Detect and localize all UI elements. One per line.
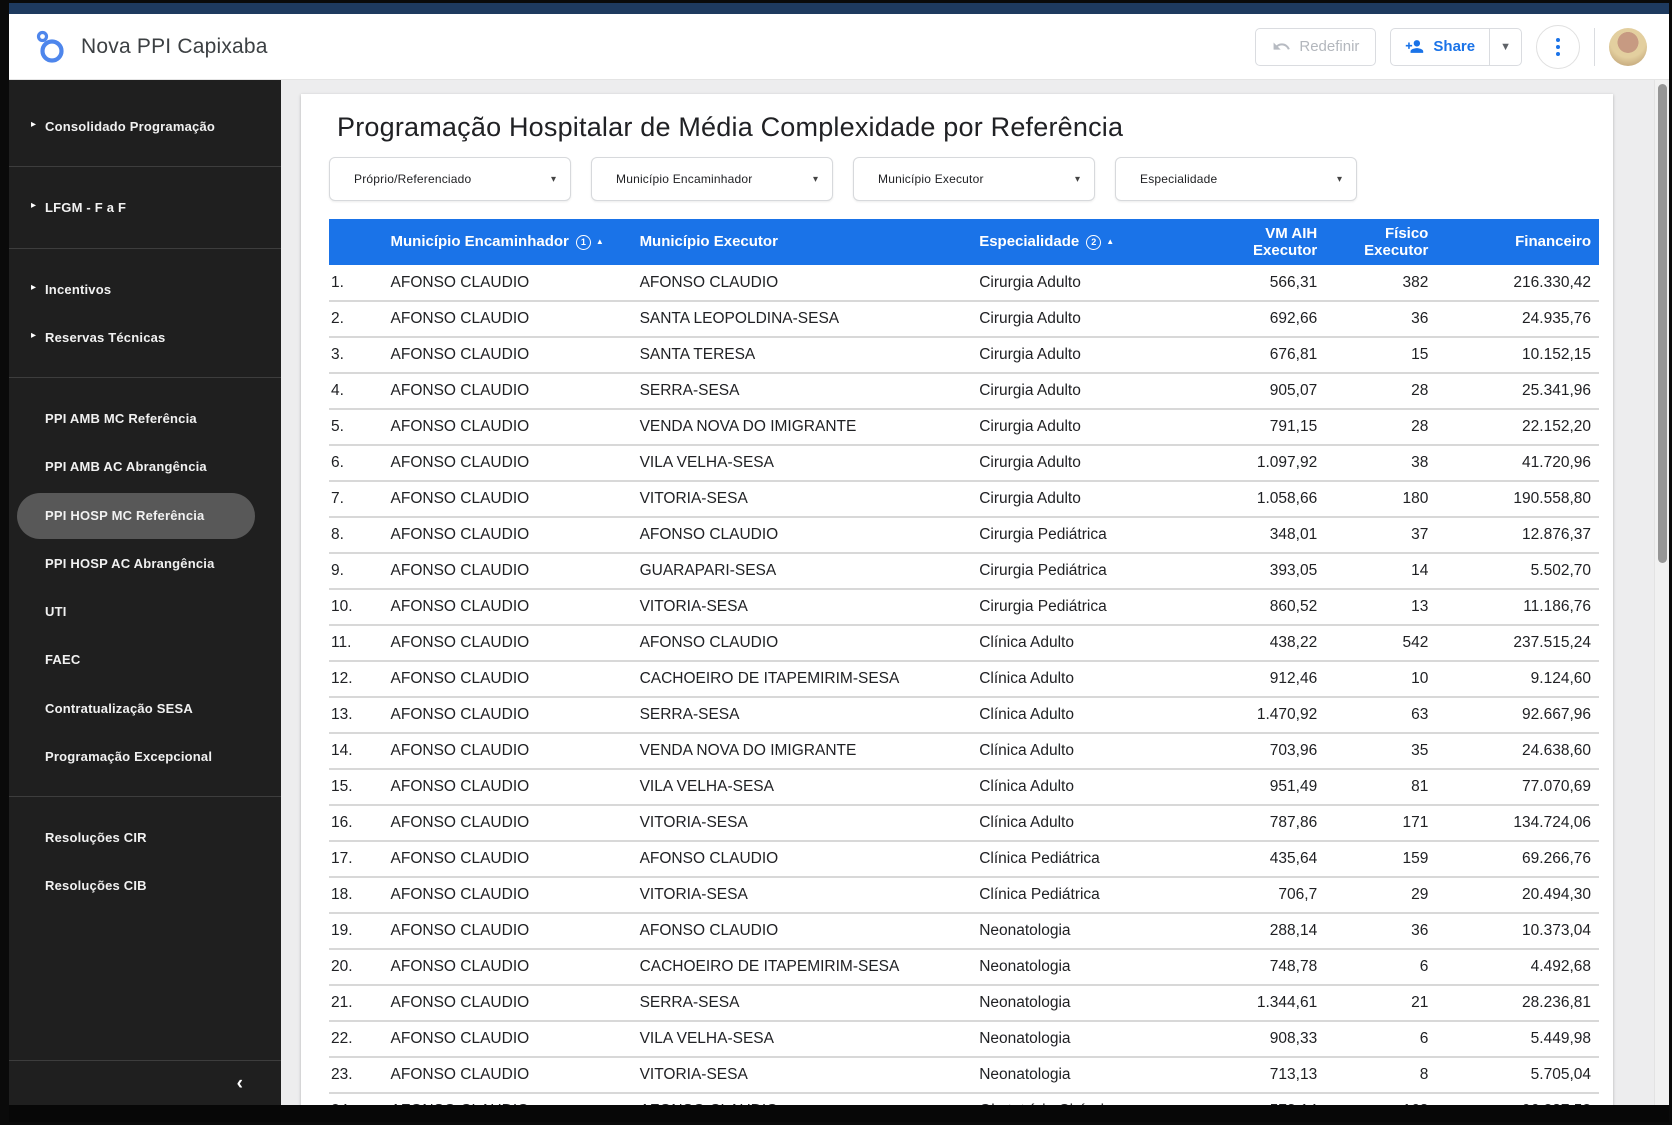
table-cell: Clínica Adulto bbox=[971, 661, 1199, 697]
column-header[interactable] bbox=[329, 219, 383, 265]
table-cell: 9. bbox=[329, 553, 383, 589]
table-cell: AFONSO CLAUDIO bbox=[383, 913, 632, 949]
table-row bbox=[329, 877, 1599, 913]
table-row bbox=[329, 517, 1599, 553]
sidebar-item[interactable] bbox=[17, 734, 255, 780]
sidebar-group bbox=[9, 100, 281, 167]
table-cell: 14 bbox=[1325, 553, 1436, 589]
table-cell: 542 bbox=[1325, 625, 1436, 661]
table-cell: AFONSO CLAUDIO bbox=[383, 409, 632, 445]
table-cell: 69.266,76 bbox=[1436, 841, 1599, 877]
redefinir-button[interactable] bbox=[1255, 28, 1376, 66]
table-row bbox=[329, 949, 1599, 985]
column-header-label: Município Executor bbox=[639, 233, 778, 251]
table-cell: 7. bbox=[329, 481, 383, 517]
table-row bbox=[329, 481, 1599, 517]
column-header-label: Especialidade bbox=[979, 233, 1080, 251]
sidebar-collapse-icon[interactable]: ‹ bbox=[236, 1072, 243, 1094]
table-cell: Cirurgia Pediátrica bbox=[971, 517, 1199, 553]
vertical-scrollbar[interactable] bbox=[1654, 80, 1669, 1122]
filter-label: Município Executor bbox=[878, 172, 984, 186]
table-cell: 92.667,96 bbox=[1436, 697, 1599, 733]
table-cell: 4. bbox=[329, 373, 383, 409]
table-cell: 20. bbox=[329, 949, 383, 985]
looker-studio-logo-icon bbox=[35, 29, 65, 65]
table-cell: AFONSO CLAUDIO bbox=[632, 625, 972, 661]
table-row bbox=[329, 661, 1599, 697]
table-cell: GUARAPARI-SESA bbox=[632, 553, 972, 589]
table-cell: 19. bbox=[329, 913, 383, 949]
share-label: Share bbox=[1433, 38, 1476, 55]
table-cell: 10 bbox=[1325, 661, 1436, 697]
table-cell: Cirurgia Pediátrica bbox=[971, 553, 1199, 589]
sidebar-item[interactable] bbox=[17, 493, 255, 539]
sidebar-item-label: Contratualização SESA bbox=[45, 700, 193, 716]
table-cell: 37 bbox=[1325, 517, 1436, 553]
top-navy-bar bbox=[9, 3, 1669, 14]
table-cell: VITORIA-SESA bbox=[632, 589, 972, 625]
sidebar-item[interactable] bbox=[17, 185, 255, 231]
table-cell: 14. bbox=[329, 733, 383, 769]
table-cell: 180 bbox=[1325, 481, 1436, 517]
table-cell: AFONSO CLAUDIO bbox=[383, 337, 632, 373]
table-row bbox=[329, 445, 1599, 481]
sort-asc-icon: ▲ bbox=[1106, 237, 1115, 247]
table-cell: 5.502,70 bbox=[1436, 553, 1599, 589]
table-cell: 159 bbox=[1325, 841, 1436, 877]
table-cell: 41.720,96 bbox=[1436, 445, 1599, 481]
table-cell: 25.341,96 bbox=[1436, 373, 1599, 409]
sidebar-item-label: PPI HOSP AC Abrangência bbox=[45, 555, 215, 571]
table-cell: AFONSO CLAUDIO bbox=[383, 1057, 632, 1093]
expand-caret-icon: ▸ bbox=[31, 329, 37, 341]
table-cell: Clínica Adulto bbox=[971, 805, 1199, 841]
table-cell: AFONSO CLAUDIO bbox=[383, 841, 632, 877]
table-cell: 29 bbox=[1325, 877, 1436, 913]
table-cell: 912,46 bbox=[1200, 661, 1326, 697]
redefinir-label: Redefinir bbox=[1299, 38, 1360, 55]
table-cell: 20.494,30 bbox=[1436, 877, 1599, 913]
table-cell: 81 bbox=[1325, 769, 1436, 805]
table-cell: 908,33 bbox=[1200, 1021, 1326, 1057]
table-cell: AFONSO CLAUDIO bbox=[383, 517, 632, 553]
table-cell: AFONSO CLAUDIO bbox=[632, 841, 972, 877]
table-cell: 438,22 bbox=[1200, 625, 1326, 661]
table-cell: Clínica Pediátrica bbox=[971, 877, 1199, 913]
table-cell: SANTA TERESA bbox=[632, 337, 972, 373]
table-row bbox=[329, 589, 1599, 625]
sort-asc-icon: ▲ bbox=[595, 237, 604, 247]
main-area bbox=[281, 80, 1669, 1122]
table-cell: 703,96 bbox=[1200, 733, 1326, 769]
table-cell: 713,13 bbox=[1200, 1057, 1326, 1093]
table-cell: 8 bbox=[1325, 1057, 1436, 1093]
table-cell: SANTA LEOPOLDINA-SESA bbox=[632, 301, 972, 337]
table-cell: 24.638,60 bbox=[1436, 733, 1599, 769]
table-cell: 16. bbox=[329, 805, 383, 841]
table-cell: Neonatologia bbox=[971, 985, 1199, 1021]
table-cell: 63 bbox=[1325, 697, 1436, 733]
table-row bbox=[329, 697, 1599, 733]
table-cell: 6 bbox=[1325, 1021, 1436, 1057]
header-divider bbox=[1594, 28, 1595, 66]
table-cell: 216.330,42 bbox=[1436, 265, 1599, 301]
table-cell: VITORIA-SESA bbox=[632, 877, 972, 913]
table-cell: 1.470,92 bbox=[1200, 697, 1326, 733]
sort-order-badge: 1 bbox=[576, 235, 591, 250]
table-cell: 18. bbox=[329, 877, 383, 913]
table-cell: 6. bbox=[329, 445, 383, 481]
table-cell: AFONSO CLAUDIO bbox=[383, 445, 632, 481]
sidebar-group bbox=[9, 811, 281, 926]
table-cell: 17. bbox=[329, 841, 383, 877]
table-cell: 676,81 bbox=[1200, 337, 1326, 373]
table-cell: 435,64 bbox=[1200, 841, 1326, 877]
table-cell: AFONSO CLAUDIO bbox=[383, 877, 632, 913]
table-cell: 134.724,06 bbox=[1436, 805, 1599, 841]
sidebar-item-label: PPI HOSP MC Referência bbox=[45, 507, 205, 523]
sidebar-item[interactable] bbox=[17, 589, 255, 635]
sidebar-item-label: LFGM - F a F bbox=[45, 200, 127, 216]
table-cell: 1.344,61 bbox=[1200, 985, 1326, 1021]
header-actions bbox=[1255, 25, 1647, 69]
filter-label: Município Encaminhador bbox=[616, 172, 753, 186]
table-cell: 951,49 bbox=[1200, 769, 1326, 805]
filter-bar bbox=[329, 157, 1599, 201]
table-cell: 13 bbox=[1325, 589, 1436, 625]
table-cell: Neonatologia bbox=[971, 913, 1199, 949]
sidebar-item[interactable] bbox=[17, 637, 255, 683]
table-cell: Cirurgia Adulto bbox=[971, 445, 1199, 481]
data-table bbox=[329, 219, 1599, 1122]
table-cell: 36 bbox=[1325, 913, 1436, 949]
table-cell: Cirurgia Adulto bbox=[971, 373, 1199, 409]
table-cell: AFONSO CLAUDIO bbox=[632, 913, 972, 949]
table-cell: CACHOEIRO DE ITAPEMIRIM-SESA bbox=[632, 661, 972, 697]
table-row bbox=[329, 913, 1599, 949]
table-cell: VILA VELHA-SESA bbox=[632, 445, 972, 481]
filter-dropdown[interactable] bbox=[591, 157, 833, 201]
sidebar-item[interactable] bbox=[17, 396, 255, 442]
share-button[interactable] bbox=[1391, 29, 1489, 65]
sidebar-item[interactable] bbox=[17, 315, 255, 361]
column-header[interactable] bbox=[971, 219, 1199, 265]
table-cell: 787,86 bbox=[1200, 805, 1326, 841]
sidebar-footer bbox=[9, 1060, 281, 1106]
table-cell: Clínica Adulto bbox=[971, 769, 1199, 805]
column-header-label: VM AIH Executor bbox=[1253, 224, 1318, 259]
table-cell: 11. bbox=[329, 625, 383, 661]
filter-dropdown[interactable] bbox=[1115, 157, 1357, 201]
column-header-label: Físico Executor bbox=[1364, 224, 1429, 259]
table-cell: 28 bbox=[1325, 373, 1436, 409]
table-cell: 348,01 bbox=[1200, 517, 1326, 553]
table-cell: 24.935,76 bbox=[1436, 301, 1599, 337]
table-cell: Cirurgia Adulto bbox=[971, 301, 1199, 337]
table-cell: 22. bbox=[329, 1021, 383, 1057]
sidebar-group bbox=[9, 263, 281, 379]
table-cell: Clínica Adulto bbox=[971, 733, 1199, 769]
person-add-icon bbox=[1405, 37, 1424, 56]
expand-caret-icon: ▸ bbox=[31, 281, 37, 293]
expand-caret-icon: ▸ bbox=[31, 119, 37, 130]
table-cell: AFONSO CLAUDIO bbox=[383, 1021, 632, 1057]
share-dropdown-caret[interactable]: ▼ bbox=[1489, 29, 1521, 65]
table-cell: Cirurgia Adulto bbox=[971, 481, 1199, 517]
table-cell: 28.236,81 bbox=[1436, 985, 1599, 1021]
sidebar-item[interactable] bbox=[17, 863, 255, 909]
table-cell: AFONSO CLAUDIO bbox=[383, 661, 632, 697]
table-cell: VILA VELHA-SESA bbox=[632, 769, 972, 805]
table-cell: VITORIA-SESA bbox=[632, 805, 972, 841]
table-row bbox=[329, 1057, 1599, 1093]
sidebar-item-label: Resoluções CIR bbox=[45, 830, 147, 845]
table-cell: AFONSO CLAUDIO bbox=[383, 805, 632, 841]
table-cell: 10. bbox=[329, 589, 383, 625]
table-cell: 748,78 bbox=[1200, 949, 1326, 985]
table-cell: AFONSO CLAUDIO bbox=[383, 301, 632, 337]
sidebar-item[interactable] bbox=[17, 267, 255, 313]
table-cell: 15 bbox=[1325, 337, 1436, 373]
table-cell: Neonatologia bbox=[971, 1057, 1199, 1093]
table-cell: 1.058,66 bbox=[1200, 481, 1326, 517]
table-cell: AFONSO CLAUDIO bbox=[383, 769, 632, 805]
filter-label: Especialidade bbox=[1140, 172, 1218, 186]
column-header[interactable] bbox=[1325, 219, 1436, 265]
scrollbar-thumb[interactable] bbox=[1658, 84, 1667, 563]
app-body bbox=[9, 80, 1669, 1122]
column-header-label: Município Encaminhador bbox=[390, 233, 569, 251]
table-cell: Neonatologia bbox=[971, 1021, 1199, 1057]
sidebar-item[interactable] bbox=[17, 444, 255, 490]
table-cell: 12. bbox=[329, 661, 383, 697]
table-cell: Cirurgia Adulto bbox=[971, 409, 1199, 445]
table-cell: 3. bbox=[329, 337, 383, 373]
table-cell: AFONSO CLAUDIO bbox=[383, 265, 632, 301]
table-cell: 382 bbox=[1325, 265, 1436, 301]
sidebar-item-label: UTI bbox=[45, 604, 67, 619]
table-cell: 1. bbox=[329, 265, 383, 301]
table-cell: 8. bbox=[329, 517, 383, 553]
table-cell: 791,15 bbox=[1200, 409, 1326, 445]
table-cell: AFONSO CLAUDIO bbox=[383, 625, 632, 661]
bottom-black-bar bbox=[9, 1105, 1669, 1122]
chevron-down-icon: ▾ bbox=[550, 173, 556, 185]
table-cell: AFONSO CLAUDIO bbox=[632, 265, 972, 301]
filter-dropdown[interactable] bbox=[853, 157, 1095, 201]
table-header-row bbox=[329, 219, 1599, 265]
table-row bbox=[329, 841, 1599, 877]
table-cell: 5.449,98 bbox=[1436, 1021, 1599, 1057]
table-cell: 13. bbox=[329, 697, 383, 733]
table-cell: AFONSO CLAUDIO bbox=[383, 589, 632, 625]
sort-order-badge: 2 bbox=[1086, 235, 1101, 250]
table-cell: 10.152,15 bbox=[1436, 337, 1599, 373]
table-cell: 860,52 bbox=[1200, 589, 1326, 625]
table-cell: SERRA-SESA bbox=[632, 985, 972, 1021]
table-cell: 1.097,92 bbox=[1200, 445, 1326, 481]
table-cell: 566,31 bbox=[1200, 265, 1326, 301]
table-cell: 171 bbox=[1325, 805, 1436, 841]
table-cell: 11.186,76 bbox=[1436, 589, 1599, 625]
sidebar-item-label: PPI AMB AC Abrangência bbox=[45, 459, 207, 475]
expand-caret-icon: ▸ bbox=[31, 200, 37, 212]
table-cell: 706,7 bbox=[1200, 877, 1326, 913]
table-cell: 38 bbox=[1325, 445, 1436, 481]
sidebar-item-label: Resoluções CIB bbox=[45, 878, 147, 894]
report-card bbox=[301, 94, 1613, 1122]
table-cell: 15. bbox=[329, 769, 383, 805]
table-cell: 22.152,20 bbox=[1436, 409, 1599, 445]
chevron-down-icon: ▾ bbox=[812, 173, 818, 185]
table-row bbox=[329, 733, 1599, 769]
table-row bbox=[329, 337, 1599, 373]
table-cell: 6 bbox=[1325, 949, 1436, 985]
table-cell: 4.492,68 bbox=[1436, 949, 1599, 985]
table-cell: AFONSO CLAUDIO bbox=[383, 481, 632, 517]
table-cell: 905,07 bbox=[1200, 373, 1326, 409]
sidebar-group bbox=[9, 181, 281, 248]
table-row bbox=[329, 625, 1599, 661]
table-cell: VENDA NOVA DO IMIGRANTE bbox=[632, 733, 972, 769]
table-cell: Cirurgia Pediátrica bbox=[971, 589, 1199, 625]
sidebar-item-label: Consolidado Programação bbox=[45, 119, 216, 134]
page-title: Programação Hospitalar de Média Complexidade por Referência bbox=[337, 112, 1124, 142]
app-title: Nova PPI Capixaba bbox=[81, 34, 268, 58]
table-cell: 393,05 bbox=[1200, 553, 1326, 589]
table-cell: 288,14 bbox=[1200, 913, 1326, 949]
table-cell: SERRA-SESA bbox=[632, 373, 972, 409]
column-header[interactable] bbox=[632, 219, 972, 265]
table-cell: 9.124,60 bbox=[1436, 661, 1599, 697]
sidebar-item-label: PPI AMB MC Referência bbox=[45, 411, 197, 426]
chevron-down-icon: ▾ bbox=[1074, 173, 1080, 185]
table-cell: Cirurgia Adulto bbox=[971, 265, 1199, 301]
table-cell: 77.070,69 bbox=[1436, 769, 1599, 805]
filter-dropdown[interactable] bbox=[329, 157, 571, 201]
table-cell: AFONSO CLAUDIO bbox=[632, 517, 972, 553]
table-cell: 35 bbox=[1325, 733, 1436, 769]
table-cell: 2. bbox=[329, 301, 383, 337]
undo-icon bbox=[1272, 37, 1291, 56]
table-cell: 5. bbox=[329, 409, 383, 445]
table-cell: AFONSO CLAUDIO bbox=[383, 373, 632, 409]
app-header bbox=[9, 14, 1669, 80]
user-avatar[interactable] bbox=[1609, 28, 1647, 66]
table-cell: 21 bbox=[1325, 985, 1436, 1021]
table-cell: Cirurgia Adulto bbox=[971, 337, 1199, 373]
table-cell: VITORIA-SESA bbox=[632, 481, 972, 517]
table-cell: AFONSO CLAUDIO bbox=[383, 733, 632, 769]
table-cell: 12.876,37 bbox=[1436, 517, 1599, 553]
table-cell: VITORIA-SESA bbox=[632, 1057, 972, 1093]
sidebar-item-label: Reservas Técnicas bbox=[45, 329, 166, 345]
table-cell: VILA VELHA-SESA bbox=[632, 1021, 972, 1057]
more-options-button[interactable] bbox=[1536, 25, 1580, 69]
table-cell: Clínica Adulto bbox=[971, 697, 1199, 733]
table-cell: Clínica Adulto bbox=[971, 625, 1199, 661]
table-cell: 10.373,04 bbox=[1436, 913, 1599, 949]
table-cell: AFONSO CLAUDIO bbox=[383, 553, 632, 589]
table-row bbox=[329, 373, 1599, 409]
column-header[interactable] bbox=[1200, 219, 1326, 265]
sidebar-item[interactable] bbox=[17, 541, 255, 587]
sidebar-item-label: FAEC bbox=[45, 652, 81, 668]
column-header[interactable] bbox=[383, 219, 632, 265]
filter-label: Próprio/Referenciado bbox=[354, 172, 472, 186]
table-cell: CACHOEIRO DE ITAPEMIRIM-SESA bbox=[632, 949, 972, 985]
table-row bbox=[329, 409, 1599, 445]
sidebar-item[interactable] bbox=[17, 104, 255, 150]
table-cell: AFONSO CLAUDIO bbox=[383, 697, 632, 733]
table-row bbox=[329, 805, 1599, 841]
table-row bbox=[329, 301, 1599, 337]
sidebar-item-label: Incentivos bbox=[45, 281, 112, 297]
share-split-button bbox=[1390, 28, 1522, 66]
chevron-down-icon: ▾ bbox=[1336, 173, 1342, 185]
table-row bbox=[329, 985, 1599, 1021]
table-cell: 190.558,80 bbox=[1436, 481, 1599, 517]
sidebar-group bbox=[9, 392, 281, 797]
table-cell: Clínica Pediátrica bbox=[971, 841, 1199, 877]
table-cell: 692,66 bbox=[1200, 301, 1326, 337]
table-cell: SERRA-SESA bbox=[632, 697, 972, 733]
table-cell: 21. bbox=[329, 985, 383, 1021]
column-header-label: Financeiro bbox=[1515, 233, 1591, 251]
sidebar-item[interactable] bbox=[17, 686, 255, 732]
table-row bbox=[329, 553, 1599, 589]
table-row bbox=[329, 1021, 1599, 1057]
table-row bbox=[329, 265, 1599, 301]
kebab-menu-icon bbox=[1556, 38, 1560, 56]
sidebar-item-label: Programação Excepcional bbox=[45, 748, 213, 764]
column-header[interactable] bbox=[1436, 219, 1599, 265]
table-cell: AFONSO CLAUDIO bbox=[383, 985, 632, 1021]
table-cell: 28 bbox=[1325, 409, 1436, 445]
table-cell: 23. bbox=[329, 1057, 383, 1093]
table-cell: Neonatologia bbox=[971, 949, 1199, 985]
table-cell: 237.515,24 bbox=[1436, 625, 1599, 661]
sidebar bbox=[9, 80, 281, 1122]
table-row bbox=[329, 769, 1599, 805]
table-cell: VENDA NOVA DO IMIGRANTE bbox=[632, 409, 972, 445]
table-cell: 5.705,04 bbox=[1436, 1057, 1599, 1093]
sidebar-item[interactable] bbox=[17, 815, 255, 861]
table-cell: AFONSO CLAUDIO bbox=[383, 949, 632, 985]
table-cell: 36 bbox=[1325, 301, 1436, 337]
